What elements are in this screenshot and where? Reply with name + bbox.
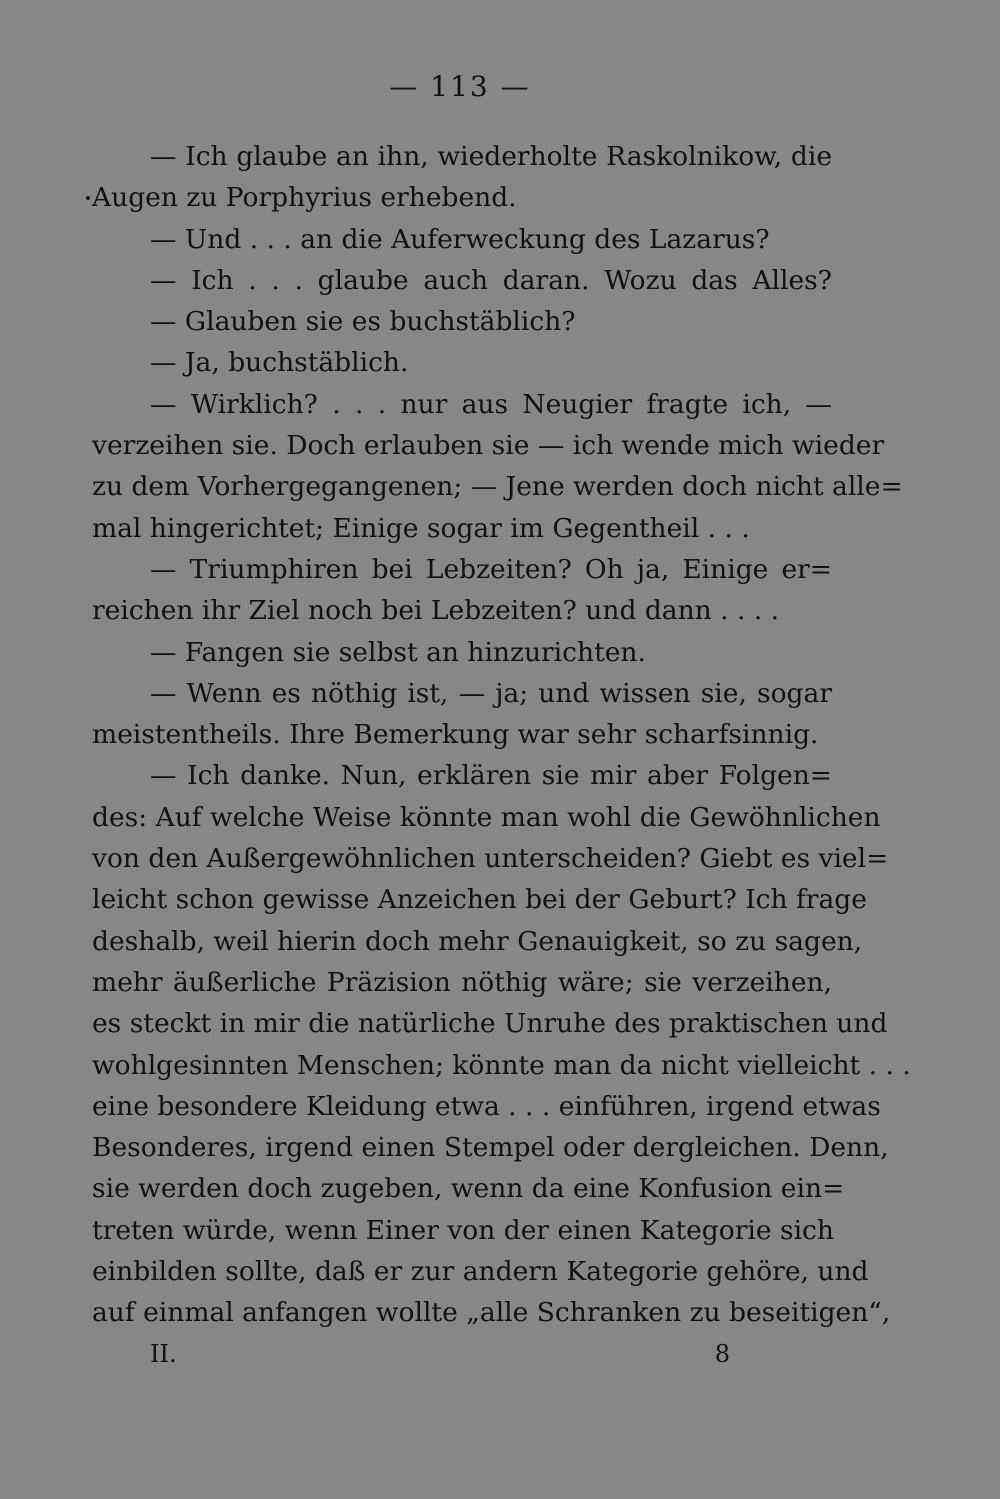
text-line: — Ich . . . glaube auch daran. Wozu das Alles? (150, 264, 832, 296)
text-line: einbilden sollte, daß er zur andern Kategorie gehöre, und (92, 1256, 869, 1288)
text-line: es steckt in mir die natürliche Unruhe des praktischen und (92, 1008, 888, 1040)
text-line: verzeihen sie. Doch erlauben sie — ich wende mich wieder (92, 430, 885, 462)
text-line: von den Außergewöhnlichen unterscheiden? Giebt es viel= (92, 843, 889, 875)
text-line: — Ich danke. Nun, erklären sie mir aber Folgen= (150, 760, 832, 792)
text-line: des: Auf welche Weise könnte man wohl die Gewöhnlichen (92, 801, 881, 833)
text-line: auf einmal anfangen wollte „alle Schranken zu beseitigen“, (92, 1297, 891, 1329)
text-line: reichen ihr Ziel noch bei Lebzeiten? und dann . . . . (92, 595, 780, 627)
text-line: — Triumphiren bei Lebzeiten? Oh ja, Einige er= (150, 553, 832, 585)
page-number: — 113 — (389, 70, 531, 103)
text-line: eine besondere Kleidung etwa . . . einführen, irgend etwas (92, 1090, 881, 1122)
text-line: meistentheils. Ihre Bemerkung war sehr scharfsinnig. (92, 719, 819, 751)
text-line: — Ja, buchstäblich. (150, 347, 409, 379)
page-footer (150, 1340, 730, 1376)
body-text (92, 136, 911, 1334)
ink-speck (86, 196, 90, 200)
text-line: wohlgesinnten Menschen; könnte man da nicht vielleicht . . . (92, 1049, 911, 1081)
text-line: Augen zu Porphyrius erhebend. (92, 182, 517, 214)
text-line: — Wirklich? . . . nur aus Neugier fragte ich, — (150, 388, 832, 420)
text-line: deshalb, weil hierin doch mehr Genauigkeit, so zu sagen, (92, 925, 863, 957)
text-line: — Ich glaube an ihn, wiederholte Raskolnikow, die (150, 141, 832, 172)
page-header (0, 70, 920, 103)
text-line: zu dem Vorhergegangenen; — Jene werden doch nicht alle= (92, 471, 903, 503)
text-line: treten würde, wenn Einer von der einen Kategorie sich (92, 1214, 834, 1246)
text-line: sie werden doch zugeben, wenn da eine Konfusion ein= (92, 1173, 845, 1205)
text-line: leicht schon gewisse Anzeichen bei der Geburt? Ich frage (92, 884, 867, 916)
text-line: — Und . . . an die Auferweckung des Lazarus? (150, 223, 770, 255)
text-line: — Glauben sie es buchstäblich? (150, 306, 576, 338)
text-line: Besonderes, irgend einen Stempel oder dergleichen. Denn, (92, 1132, 889, 1164)
text-line: — Fangen sie selbst an hinzurichten. (150, 636, 646, 668)
text-line: mal hingerichtet; Einige sogar im Gegentheil . . . (92, 512, 750, 544)
volume-mark: II. (150, 1340, 177, 1368)
text-line: — Wenn es nöthig ist, — ja; und wissen sie, sogar (150, 677, 832, 709)
text-line: mehr äußerliche Präzision nöthig wäre; sie verzeihen, (92, 966, 832, 998)
signature-mark: 8 (714, 1340, 730, 1368)
